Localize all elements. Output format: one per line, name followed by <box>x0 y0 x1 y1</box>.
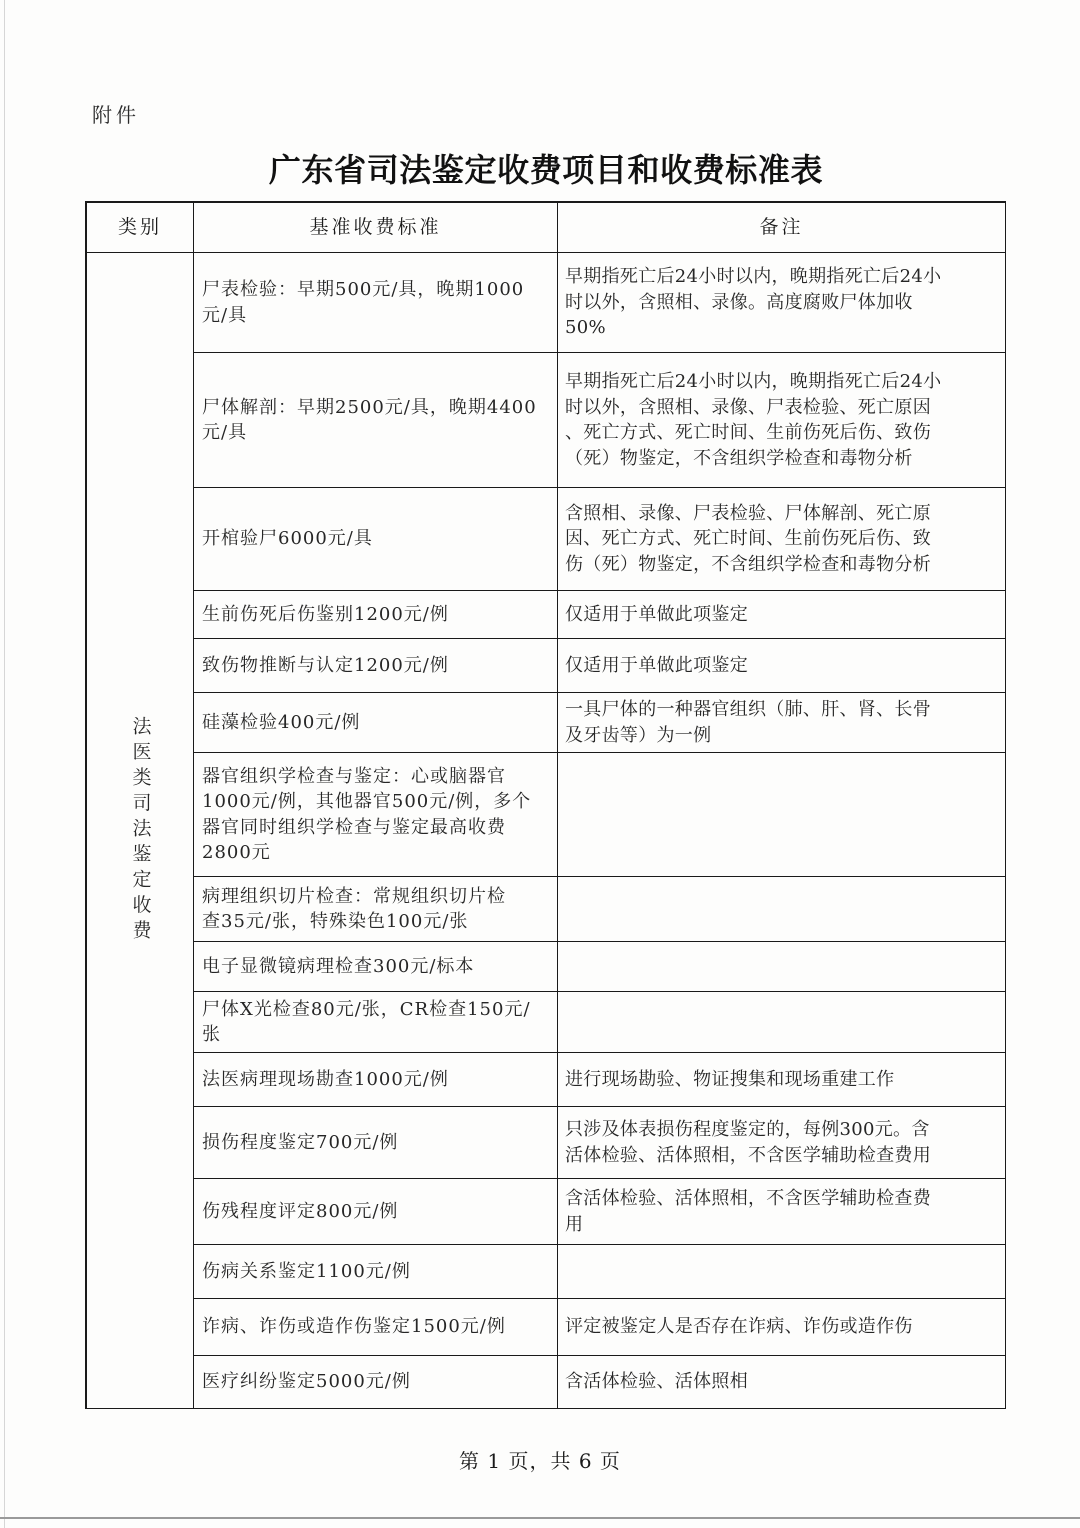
page-edge-bottom-line <box>0 1517 1080 1519</box>
standard-cell: 病理组织切片检查：常规组织切片检 查35元/张，特殊染色100元/张 <box>194 877 558 942</box>
standard-cell: 尸体X光检查80元/张，CR检查150元/ 张 <box>194 992 558 1053</box>
standard-cell: 法医病理现场勘查1000元/例 <box>194 1053 558 1107</box>
remarks-cell: 进行现场勘验、物证搜集和现场重建工作 <box>558 1053 1006 1107</box>
remarks-cell: 含活体检验、活体照相，不含医学辅助检查费 用 <box>558 1179 1006 1245</box>
remarks-cell <box>558 877 1006 942</box>
remarks-cell: 早期指死亡后24小时以内，晚期指死亡后24小 时以外，含照相、录像。高度腐败尸体加收 50% <box>558 253 1006 353</box>
standard-cell: 生前伤死后伤鉴别1200元/例 <box>194 591 558 639</box>
page-number-footer: 第 1 页，共 6 页 <box>459 1449 621 1473</box>
header-standard: 基准收费标准 <box>194 203 558 253</box>
standard-cell: 诈病、诈伤或造作伤鉴定1500元/例 <box>194 1299 558 1356</box>
category-label: 法医类司法鉴定收费 <box>129 715 152 946</box>
standard-cell: 器官组织学检查与鉴定：心或脑器官 1000元/例，其他器官500元/例，多个 器官同时组织学检查与鉴定最高收费 2800元 <box>194 753 558 877</box>
remarks-cell: 仅适用于单做此项鉴定 <box>558 591 1006 639</box>
standard-cell: 医疗纠纷鉴定5000元/例 <box>194 1356 558 1409</box>
remarks-cell: 只涉及体表损伤程度鉴定的，每例300元。含 活体检验、活体照相，不含医学辅助检查费用 <box>558 1107 1006 1179</box>
remarks-cell <box>558 753 1006 877</box>
attachment-label: 附件 <box>92 103 140 127</box>
remarks-cell: 仅适用于单做此项鉴定 <box>558 639 1006 693</box>
remarks-cell: 早期指死亡后24小时以内，晚期指死亡后24小 时以外，含照相、录像、尸表检验、死亡原因 、死亡方式、死亡时间、生前伤死后伤、致伤 （死）物鉴定，不含组织学检查和毒物分析 <box>558 353 1006 488</box>
standard-cell: 伤病关系鉴定1100元/例 <box>194 1245 558 1299</box>
header-category: 类别 <box>87 203 194 253</box>
header-remarks: 备注 <box>558 203 1006 253</box>
standard-cell: 尸表检验：早期500元/具，晚期1000 元/具 <box>194 253 558 353</box>
standard-cell: 损伤程度鉴定700元/例 <box>194 1107 558 1179</box>
document-title: 广东省司法鉴定收费项目和收费标准表 <box>268 151 824 189</box>
standard-cell: 尸体解剖：早期2500元/具，晚期4400 元/具 <box>194 353 558 488</box>
category-cell <box>87 253 194 1409</box>
standard-cell: 开棺验尸6000元/具 <box>194 488 558 591</box>
remarks-cell: 一具尸体的一种器官组织（肺、肝、肾、长骨 及牙齿等）为一例 <box>558 693 1006 753</box>
remarks-cell: 含活体检验、活体照相 <box>558 1356 1006 1409</box>
standard-cell: 硅藻检验400元/例 <box>194 693 558 753</box>
remarks-cell: 评定被鉴定人是否存在诈病、诈伤或造作伤 <box>558 1299 1006 1356</box>
remarks-cell <box>558 942 1006 992</box>
remarks-cell <box>558 992 1006 1053</box>
standard-cell: 致伤物推断与认定1200元/例 <box>194 639 558 693</box>
fee-standard-table <box>85 201 1006 1409</box>
remarks-cell: 含照相、录像、尸表检验、尸体解剖、死亡原 因、死亡方式、死亡时间、生前伤死后伤、致 伤（死）物鉴定，不含组织学检查和毒物分析 <box>558 488 1006 591</box>
standard-cell: 伤残程度评定800元/例 <box>194 1179 558 1245</box>
remarks-cell <box>558 1245 1006 1299</box>
page-edge-left-line <box>4 0 5 1528</box>
standard-cell: 电子显微镜病理检查300元/标本 <box>194 942 558 992</box>
